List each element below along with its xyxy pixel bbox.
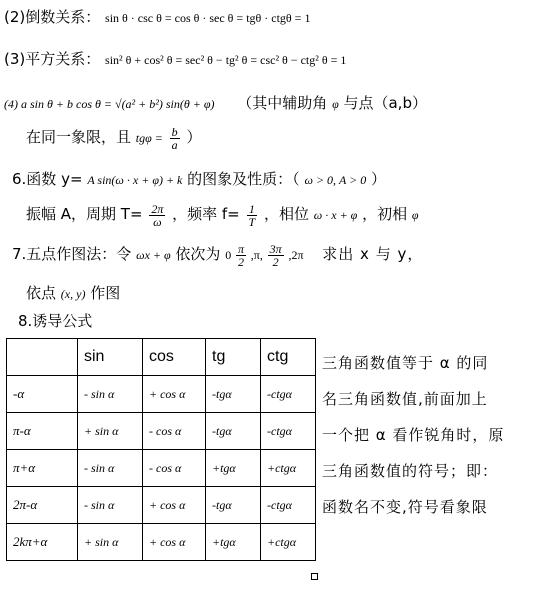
function-close: ） [371, 170, 387, 188]
period-denominator: ω [153, 214, 162, 229]
table-cell-cos: + cos α [143, 487, 206, 524]
induction-table [6, 338, 316, 561]
table-header-sin: sin [78, 339, 143, 376]
table-row [7, 450, 316, 487]
plot-by-points-line [26, 284, 120, 303]
pi-numerator: π [238, 241, 245, 256]
table-cell-ctg: +ctgα [261, 524, 316, 561]
note-line-1: 三角函数值等于 α 的同 [322, 354, 489, 372]
table-cell-ctg: -ctgα [261, 487, 316, 524]
table-row [7, 524, 316, 561]
table-row-angle: -α [7, 376, 78, 413]
fraction-numerator: b [171, 124, 178, 139]
b-over-a-fraction [170, 126, 180, 151]
five-point-zero: 0 [225, 248, 232, 262]
table-row [7, 487, 316, 524]
table-row-angle: π-α [7, 413, 78, 450]
square-relation-line [4, 50, 346, 69]
induction-note [322, 345, 532, 525]
five-point-line [12, 236, 423, 273]
phase-formula: ω · x + φ [313, 208, 358, 222]
plot-text-b: 作图 [90, 284, 121, 302]
table-cell-sin: - sin α [78, 376, 143, 413]
table-cell-tg: +tgα [206, 450, 261, 487]
note-line-3: 一个把 α 看作锐角时，原 [322, 426, 505, 444]
table-cell-ctg: +ctgα [261, 450, 316, 487]
table-cell-tg: -tgα [206, 487, 261, 524]
table-row-angle: 2π-α [7, 487, 78, 524]
note-line-2: 名三角函数值,前面加上 [322, 390, 488, 408]
same-quadrant-text: 在同一象限，且 [26, 128, 132, 146]
auxiliary-phi: φ [332, 97, 339, 111]
initial-phase-symbol: φ [411, 208, 419, 222]
same-quadrant-line [26, 122, 201, 153]
period-fraction [149, 203, 165, 228]
auxiliary-text-b: 与点（a,b） [343, 94, 427, 112]
table-cell-ctg: -ctgα [261, 376, 316, 413]
same-quadrant-close: ） [186, 128, 202, 146]
tg-phi-formula: tgφ = [135, 131, 163, 145]
amplitude-period-line [26, 198, 419, 231]
table-header-tg: tg [206, 339, 261, 376]
table-cell-cos: + cos α [143, 376, 206, 413]
table-header-empty [7, 339, 78, 376]
function-formula: A sin(ω · x + φ) + k [87, 173, 183, 187]
table-cell-cos: - cos α [143, 450, 206, 487]
fraction-denominator: a [171, 137, 178, 152]
table-resize-handle[interactable] [311, 573, 318, 580]
note-line-4: 三角函数值的符号；即： [322, 462, 499, 480]
induction-formula-heading: 8.诱导公式 [18, 312, 93, 330]
table-cell-cos: + cos α [143, 524, 206, 561]
frequency-fraction [247, 203, 258, 228]
reciprocal-label: (2)倒数关系： [4, 8, 101, 26]
three-pi-numerator: 3π [269, 241, 282, 256]
phase-text: ，相位 [263, 205, 309, 223]
amplitude-period-text: 振幅 A，周期 T= [26, 205, 143, 223]
induction-table-wrapper [6, 338, 316, 561]
five-point-expr: ωx + φ [136, 248, 171, 262]
function-prefix: 6.函数 y= [12, 170, 83, 188]
reciprocal-relation-line [4, 8, 310, 27]
five-point-text-b: 依次为 [175, 245, 221, 263]
note-line-5: 函数名不变,符号看象限 [322, 498, 488, 516]
function-condition: ω > 0, A > 0 [304, 173, 367, 187]
reciprocal-formula: sin θ · csc θ = cos θ · sec θ = tgθ · ctgθ = 1 [105, 11, 311, 25]
initial-phase-text: ，初相 [362, 205, 408, 223]
square-formula: sin² θ + cos² θ = sec² θ − tg² θ = csc² θ − ctg² θ = 1 [105, 53, 347, 67]
table-cell-cos: - cos α [143, 413, 206, 450]
table-row [7, 376, 316, 413]
two-denominator-b: 2 [272, 254, 279, 269]
square-label: (3)平方关系： [4, 50, 101, 68]
auxiliary-formula: (4) a sin θ + b cos θ = √(a² + b²) sin(θ + φ) [4, 97, 215, 111]
auxiliary-angle-line [4, 94, 427, 113]
frequency-denominator: T [248, 214, 256, 229]
auxiliary-text-a: （其中辅助角 [237, 94, 328, 112]
table-cell-sin: + sin α [78, 524, 143, 561]
table-header-ctg: ctg [261, 339, 316, 376]
table-header-cos: cos [143, 339, 206, 376]
plot-text-a: 依点 [26, 284, 57, 302]
table-cell-tg: +tgα [206, 524, 261, 561]
pi-over-two-fraction [236, 243, 246, 268]
table-cell-sin: - sin α [78, 450, 143, 487]
table-row [7, 413, 316, 450]
table-row-angle: 2kπ+α [7, 524, 78, 561]
function-text: 的图象及性质：（ [187, 170, 300, 188]
plot-xy: (x, y) [60, 287, 86, 301]
period-numerator: 2π [151, 201, 164, 216]
three-pi-over-two-fraction [268, 243, 284, 268]
table-cell-ctg: -ctgα [261, 413, 316, 450]
table-header-row [7, 339, 316, 376]
table-cell-sin: + sin α [78, 413, 143, 450]
two-denominator: 2 [238, 254, 244, 269]
five-point-text: 7.五点作图法：令 [12, 245, 132, 263]
table-row-angle: π+α [7, 450, 78, 487]
five-point-text-c: 求出 x 与 y， [322, 245, 424, 263]
table-cell-tg: -tgα [206, 413, 261, 450]
function-properties-line [12, 170, 386, 189]
table-cell-tg: -tgα [206, 376, 261, 413]
frequency-text: ，频率 f= [172, 205, 240, 223]
frequency-numerator: 1 [247, 203, 258, 216]
table-cell-sin: - sin α [78, 487, 143, 524]
five-point-end: ,2π [288, 248, 304, 262]
five-point-mid: ,π, [250, 248, 263, 262]
